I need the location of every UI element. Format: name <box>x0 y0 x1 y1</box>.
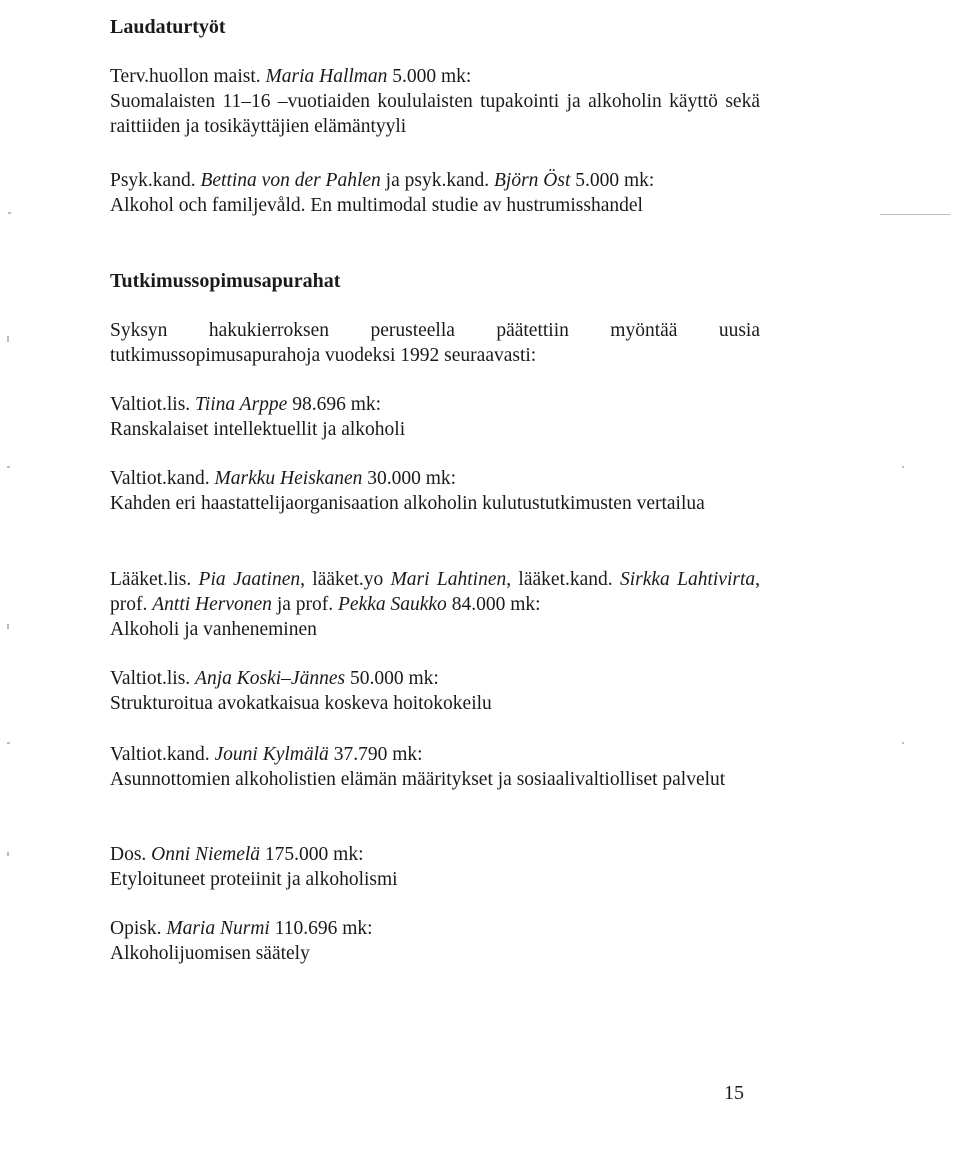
project-title: Etyloituneet proteiinit ja alkoholismi <box>110 869 398 890</box>
recipient-name: Bettina von der Pahlen <box>200 170 381 191</box>
project-title: Kahden eri haastattelijaorganisaation alkoholin kulutustutkimusten vertailua <box>110 493 705 514</box>
recipient-name: Pia Jaatinen <box>198 569 301 590</box>
recipient-line: Opisk. Maria Nurmi 110.696 mk: <box>110 918 373 939</box>
section-intro: Syksyn hakukierroksen perusteella päätettiin myöntää uusia tutkimussopimusapurahoja vuodeksi 1992 seuraavasti: <box>110 320 760 366</box>
recipient-name: Maria Hallman <box>265 66 388 87</box>
recipient-line: Lääket.lis. Pia Jaatinen, lääket.yo Mari Lahtinen, lääket.kand. Sirkka Lahtivirta, prof. Antti Hervonen ja prof. Pekka Saukko 84.000 mk: <box>110 569 760 615</box>
grant-entry-pahlen-ost <box>110 168 760 218</box>
recipient-name: Jouni Kylmälä <box>214 744 329 765</box>
recipient-line: Psyk.kand. Bettina von der Pahlen ja psyk.kand. Björn Öst 5.000 mk: <box>110 170 655 191</box>
grant-entry-arppe <box>110 392 760 442</box>
recipient-name: Tiina Arppe <box>195 394 288 415</box>
grant-entry-koski-jannes <box>110 666 760 716</box>
project-title: Alkoholi ja vanheneminen <box>110 619 317 640</box>
grant-entry-niemela <box>110 842 760 892</box>
section-heading-laudaturtyot: Laudaturtyöt <box>110 16 226 38</box>
recipient-name: Anja Koski–Jännes <box>195 668 346 689</box>
recipient-line: Valtiot.lis. Tiina Arppe 98.696 mk: <box>110 394 382 415</box>
recipient-line: Dos. Onni Niemelä 175.000 mk: <box>110 844 364 865</box>
recipient-line: Valtiot.kand. Markku Heiskanen 30.000 mk: <box>110 468 457 489</box>
project-title: Strukturoitua avokatkaisua koskeva hoitokokeilu <box>110 693 492 714</box>
thesis-title: Suomalaisten 11–16 –vuotiaiden koululaisten tupakointi ja alkoholin käyttö sekä raittiiden ja tosikäyttäjien elämäntyyli <box>110 91 760 137</box>
recipient-name: Markku Heiskanen <box>214 468 363 489</box>
recipient-line: Valtiot.lis. Anja Koski–Jännes 50.000 mk: <box>110 668 439 689</box>
recipient-line: Terv.huollon maist. Maria Hallman 5.000 mk: <box>110 66 472 87</box>
recipient-name: Maria Nurmi <box>166 918 270 939</box>
page-number: 15 <box>724 1082 744 1104</box>
grant-entry-nurmi <box>110 916 760 966</box>
thesis-title: Alkohol och familjevåld. En multimodal studie av hustrumisshandel <box>110 195 643 216</box>
recipient-name: Onni Niemelä <box>151 844 261 865</box>
recipient-name: Sirkka Lahtivirta <box>619 569 756 590</box>
grant-entry-jaatinen-group <box>110 567 760 642</box>
section-heading-tutkimussopimusapurahat: Tutkimussopimusapurahat <box>110 270 341 292</box>
project-title: Alkoholijuomisen säätely <box>110 943 310 964</box>
grant-entry-hallman <box>110 64 760 139</box>
grant-entry-kylmala <box>110 742 760 792</box>
recipient-name: Pekka Saukko <box>338 594 447 615</box>
recipient-name: Mari Lahtinen <box>390 569 507 590</box>
recipient-line: Valtiot.kand. Jouni Kylmälä 37.790 mk: <box>110 744 423 765</box>
recipient-name: Björn Öst <box>494 170 571 191</box>
project-title: Asunnottomien alkoholistien elämän määritykset ja sosiaalivaltiolliset palvelut <box>110 769 726 790</box>
project-title: Ranskalaiset intellektuellit ja alkoholi <box>110 419 406 440</box>
recipient-name: Antti Hervonen <box>152 594 272 615</box>
grant-entry-heiskanen <box>110 466 760 516</box>
